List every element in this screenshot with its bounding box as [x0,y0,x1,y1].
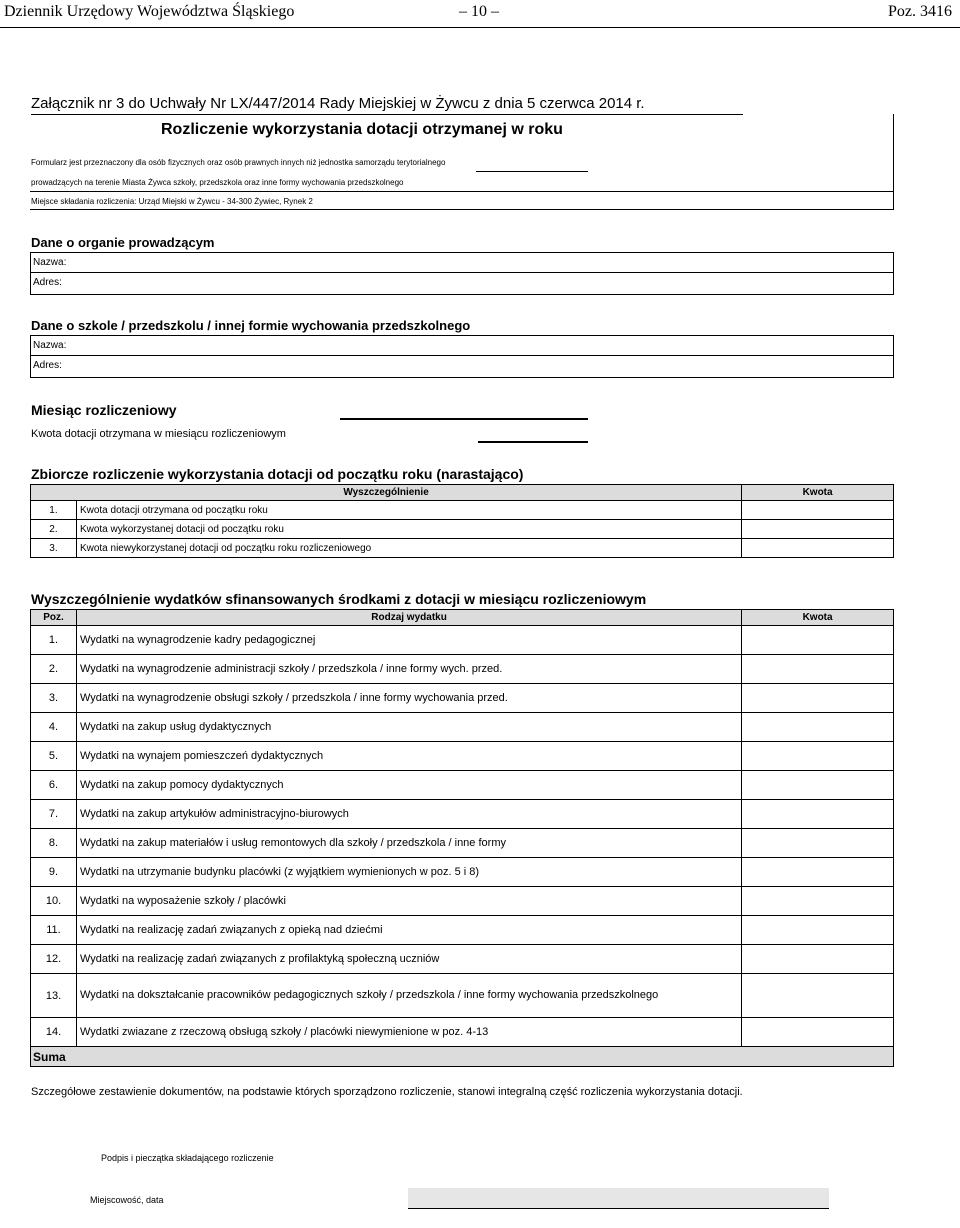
row-label: Wydatki na zakup pomocy dydaktycznych [76,771,741,800]
row-label: Wydatki na realizację zadań związanych z profilaktyką społeczną uczniów [76,945,741,974]
month-heading: Miesiąc rozliczeniowy [31,402,177,418]
month-amount-fill-line[interactable] [478,441,588,443]
amount-cell[interactable] [742,887,894,916]
row-number: 10. [31,887,77,916]
row-number: 6. [31,771,77,800]
row-label: Kwota wykorzystanej dotacji od początku roku [76,520,741,539]
organ-heading: Dane o organie prowadzącym [31,235,215,250]
row-number: 2. [31,655,77,684]
row-number: 14. [31,1018,77,1047]
row-label: Kwota niewykorzystanej dotacji od początku roku rozliczeniowego [76,539,741,558]
row-label: Wydatki zwiazane z rzeczową obsługą szkoły / placówki niewymienione w poz. 4-13 [76,1018,741,1047]
summary-col-spec: Wyszczególnienie [31,485,742,501]
organ-box [30,252,894,295]
note-text: Szczegółowe zestawienie dokumentów, na podstawie których sporządzono rozliczenie, stanowi integralną część rozliczenia wykorzystania dotacji. [31,1086,743,1098]
amount-cell[interactable] [742,1018,894,1047]
row-label: Wydatki na wynagrodzenie kadry pedagogicznej [76,626,741,655]
organ-address-label: Adres: [33,277,62,288]
table-row [31,945,894,974]
summary-header-row [31,485,894,501]
row-number: 12. [31,945,77,974]
table-row [31,520,894,539]
intro-line-2: prowadzących na terenie Miasta Żywca szkoły, przedszkola oraz inne formy wychowania przedszkolnego [31,178,404,187]
table-row [31,501,894,520]
row-label: Wydatki na wynagrodzenie obsługi szkoły / przedszkola / inne formy wychowania przed. [76,684,741,713]
row-number: 3. [31,684,77,713]
amount-cell[interactable] [742,539,894,558]
table-row [31,829,894,858]
row-label: Wydatki na wynajem pomieszczeń dydaktycznych [76,742,741,771]
amount-cell[interactable] [742,655,894,684]
intro-separator [30,191,894,192]
table-row [31,713,894,742]
intro-line-1: Formularz jest przeznaczony dla osób fizycznych oraz osób prawnych innych niż jednostka samorządu terytorialnego [31,158,446,167]
row-label: Wydatki na zakup artykułów administracyjno-biurowych [76,800,741,829]
running-header [0,0,960,28]
signature-label: Podpis i pieczątka składającego rozliczenie [101,1153,274,1163]
table-row [31,1018,894,1047]
amount-cell[interactable] [742,916,894,945]
amount-cell[interactable] [742,858,894,887]
table-row [31,626,894,655]
row-number: 2. [31,520,77,539]
amount-cell[interactable] [742,684,894,713]
school-heading: Dane o szkole / przedszkolu / innej formie wychowania przedszkolnego [31,318,471,333]
expenses-heading: Wyszczególnienie wydatków sfinansowanych środkami z dotacji w miesiącu rozliczeniowym [31,591,647,607]
row-label: Wydatki na zakup usług dydaktycznych [76,713,741,742]
row-number: 1. [31,626,77,655]
row-number: 1. [31,501,77,520]
sum-row [31,1047,894,1067]
school-name-label: Nazwa: [33,340,67,351]
row-number: 9. [31,858,77,887]
row-label: Wydatki na realizację zadań związanych z opieką nad dziećmi [76,916,741,945]
school-name-field[interactable] [31,336,893,356]
month-amount-label: Kwota dotacji otrzymana w miesiącu rozliczeniowym [31,428,286,440]
organ-address-field[interactable] [31,273,893,293]
expenses-col-amount: Kwota [742,610,894,626]
row-number: 3. [31,539,77,558]
sum-label: Suma [31,1047,894,1067]
intro-underline [476,171,588,172]
row-label: Wydatki na wyposażenie szkoły / placówki [76,887,741,916]
amount-cell[interactable] [742,771,894,800]
expenses-header-row [31,610,894,626]
row-number: 13. [31,974,77,1018]
place-date-field[interactable] [408,1188,829,1209]
amount-cell[interactable] [742,829,894,858]
month-fill-line[interactable] [340,418,588,420]
form-title: Rozliczenie wykorzystania dotacji otrzymanej w roku [161,121,563,138]
row-number: 5. [31,742,77,771]
table-row [31,858,894,887]
page-number: – 10 – [459,3,499,20]
organ-name-label: Nazwa: [33,257,67,268]
expenses-col-type: Rodzaj wydatku [76,610,741,626]
organ-name-field[interactable] [31,253,893,273]
amount-cell[interactable] [742,626,894,655]
table-row [31,684,894,713]
row-label: Wydatki na zakup materiałów i usług remontowych dla szkoły / przedszkola / inne formy [76,829,741,858]
school-address-field[interactable] [31,356,893,376]
summary-heading: Zbiorcze rozliczenie wykorzystania dotacji od początku roku (narastająco) [31,466,524,482]
table-row [31,916,894,945]
amount-cell[interactable] [742,800,894,829]
row-label: Kwota dotacji otrzymana od początku roku [76,501,741,520]
amount-cell[interactable] [742,945,894,974]
amount-cell[interactable] [742,742,894,771]
summary-col-amount: Kwota [742,485,894,501]
intro-line-3: Miejsce składania rozliczenia: Urząd Miejski w Żywcu - 34-300 Żywiec, Rynek 2 [31,197,313,206]
journal-name: Dziennik Urzędowy Województwa Śląskiego [4,3,295,20]
attachment-title: Załącznik nr 3 do Uchwały Nr LX/447/2014 Rady Miejskiej w Żywcu z dnia 5 czerwca 2014 r. [31,95,645,112]
row-number: 7. [31,800,77,829]
expenses-col-pos: Poz. [31,610,77,626]
amount-cell[interactable] [742,974,894,1018]
row-label: Wydatki na utrzymanie budynku placówki (z wyjątkiem wymienionych w poz. 5 i 8) [76,858,741,887]
table-row [31,800,894,829]
amount-cell[interactable] [742,501,894,520]
row-label: Wydatki na dokształcanie pracowników pedagogicznych szkoły / przedszkola / inne formy wychowania przedszkolnego [76,974,741,1018]
school-address-label: Adres: [33,360,62,371]
table-row [31,887,894,916]
school-box [30,335,894,378]
summary-table [30,484,894,558]
table-row [31,742,894,771]
expenses-table [30,609,894,1067]
table-row [31,974,894,1018]
amount-cell[interactable] [742,713,894,742]
row-label: Wydatki na wynagrodzenie administracji szkoły / przedszkola / inne formy wych. przed. [76,655,741,684]
position-number: Poz. 3416 [888,3,952,20]
row-number: 4. [31,713,77,742]
amount-cell[interactable] [742,520,894,539]
place-date-label: Miejscowość, data [90,1195,164,1205]
table-row [31,655,894,684]
row-number: 8. [31,829,77,858]
row-number: 11. [31,916,77,945]
table-row [31,539,894,558]
table-row [31,771,894,800]
